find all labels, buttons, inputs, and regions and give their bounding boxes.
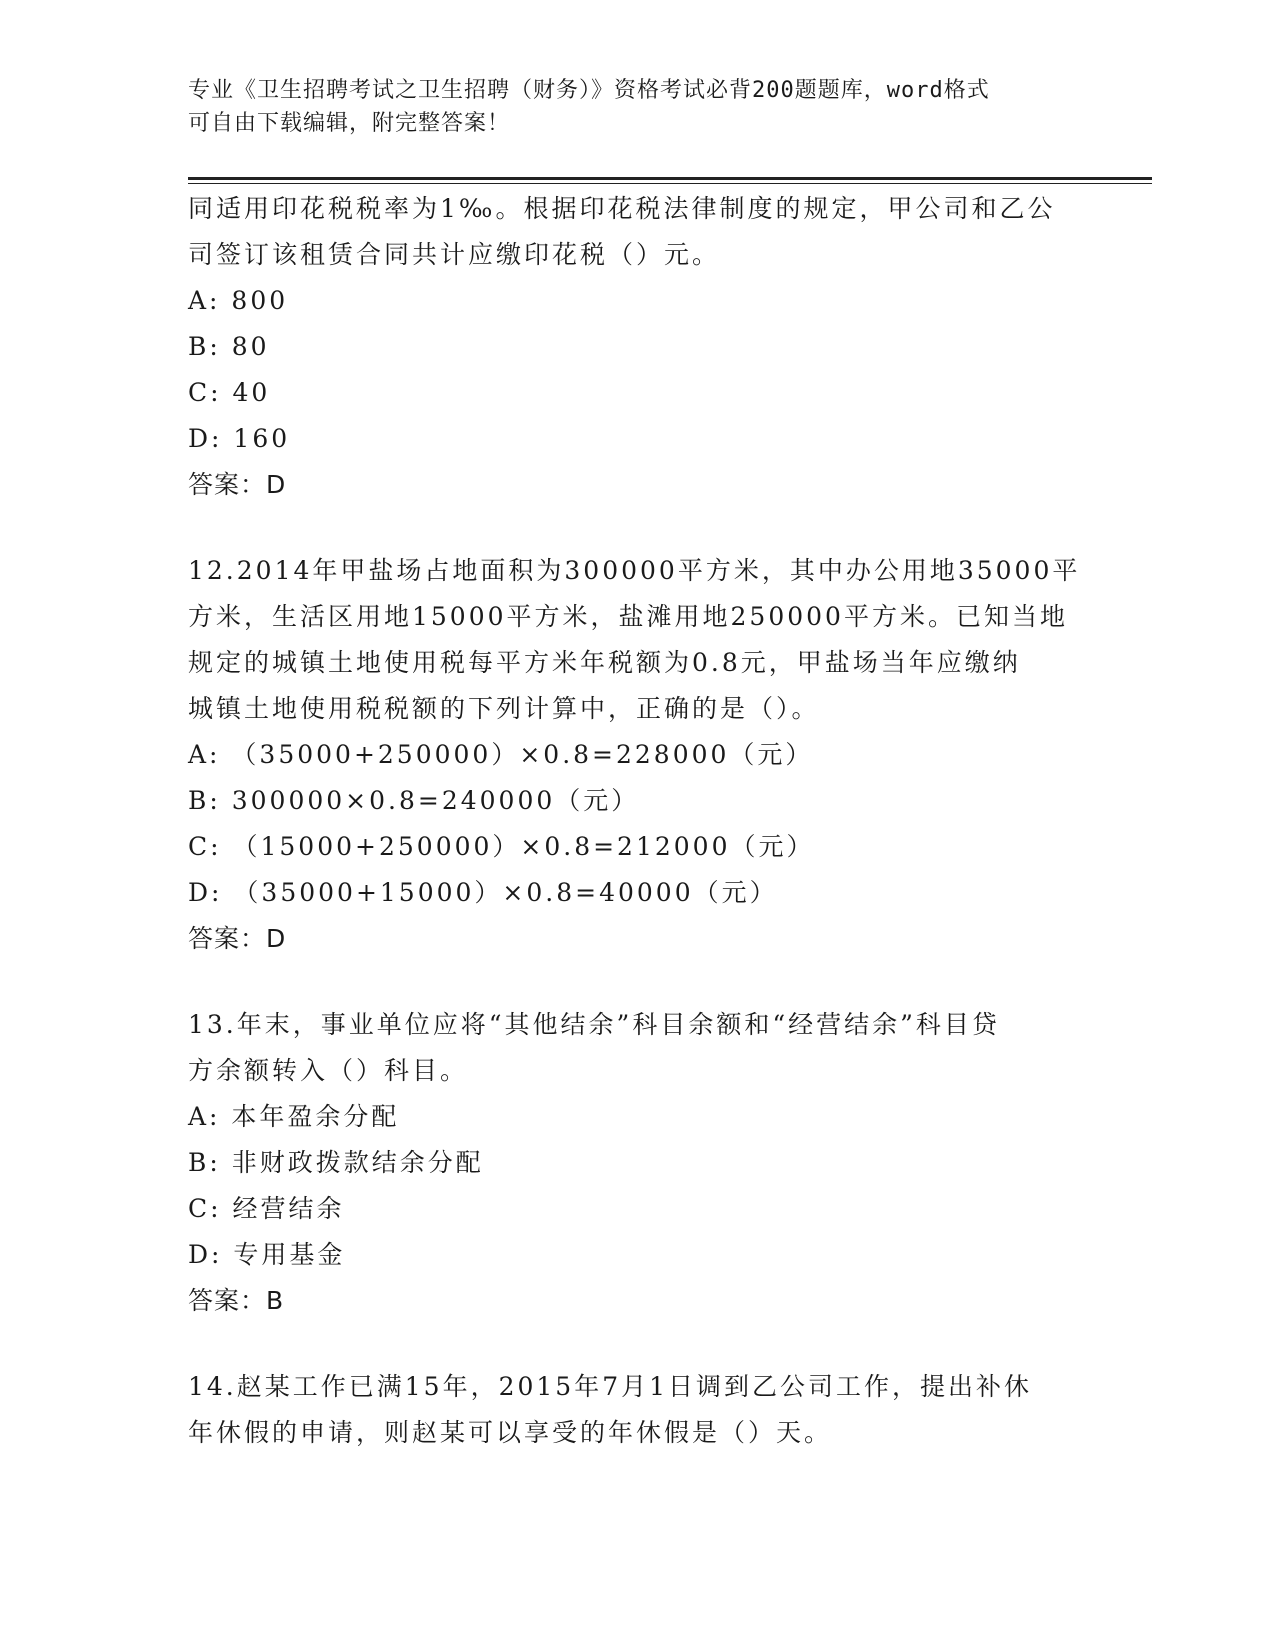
header-divider-thin	[188, 183, 1152, 184]
header-divider-thick	[188, 177, 1152, 180]
option-d: D: 160	[188, 424, 291, 453]
question-text-line: 方余额转入（）科目。	[188, 1056, 469, 1085]
option-a: A: （35000+250000）×0.8=228000（元）	[188, 740, 814, 769]
question-11	[188, 186, 1088, 508]
answer-line: 答案：D	[188, 924, 287, 953]
option-d: D: 专用基金	[188, 1240, 346, 1269]
document-header	[188, 74, 1088, 140]
question-text-line: 司签订该租赁合同共计应缴印花税（）元。	[188, 240, 721, 269]
option-b: B: 300000×0.8=240000（元）	[188, 786, 640, 815]
answer-line: 答案：D	[188, 470, 287, 499]
question-text-line: 12.2014年甲盐场占地面积为300000平方米，其中办公用地35000平	[188, 556, 1081, 585]
answer-line: 答案：B	[188, 1286, 285, 1315]
option-a: A: 800	[188, 286, 289, 315]
question-text-line: 13.年末，事业单位应将“其他结余”科目余额和“经营结余”科目贷	[188, 1010, 1000, 1039]
option-c: C: （15000+250000）×0.8=212000（元）	[188, 832, 815, 861]
question-text-line: 方米，生活区用地15000平方米，盐滩用地250000平方米。已知当地	[188, 602, 1068, 631]
header-title-line-2: 可自由下载编辑，附完整答案！	[188, 111, 511, 136]
option-c: C: 40	[188, 378, 271, 407]
header-title-line-1: 专业《卫生招聘考试之卫生招聘（财务）》资格考试必背200题题库，word格式	[188, 78, 990, 103]
question-text-line: 规定的城镇土地使用税每平方米年税额为0.8元，甲盐场当年应缴纳	[188, 648, 1021, 677]
option-d: D: （35000+15000）×0.8=40000（元）	[188, 878, 778, 907]
spacer	[188, 1324, 1088, 1364]
option-b: B: 80	[188, 332, 270, 361]
question-text-line: 14.赵某工作已满15年，2015年7月1日调到乙公司工作，提出补休	[188, 1372, 1033, 1401]
question-text-line: 同适用印花税税率为1‰。根据印花税法律制度的规定，甲公司和乙公	[188, 194, 1056, 223]
question-content	[188, 186, 1088, 1456]
option-c: C: 经营结余	[188, 1194, 345, 1223]
question-13	[188, 1002, 1088, 1324]
spacer	[188, 962, 1088, 1002]
option-b: B: 非财政拨款结余分配	[188, 1148, 484, 1177]
question-text-line: 城镇土地使用税税额的下列计算中，正确的是（）。	[188, 694, 820, 723]
question-14	[188, 1364, 1088, 1456]
spacer	[188, 508, 1088, 548]
option-a: A: 本年盈余分配	[188, 1102, 400, 1131]
question-12	[188, 548, 1088, 962]
question-text-line: 年休假的申请，则赵某可以享受的年休假是（）天。	[188, 1418, 833, 1447]
